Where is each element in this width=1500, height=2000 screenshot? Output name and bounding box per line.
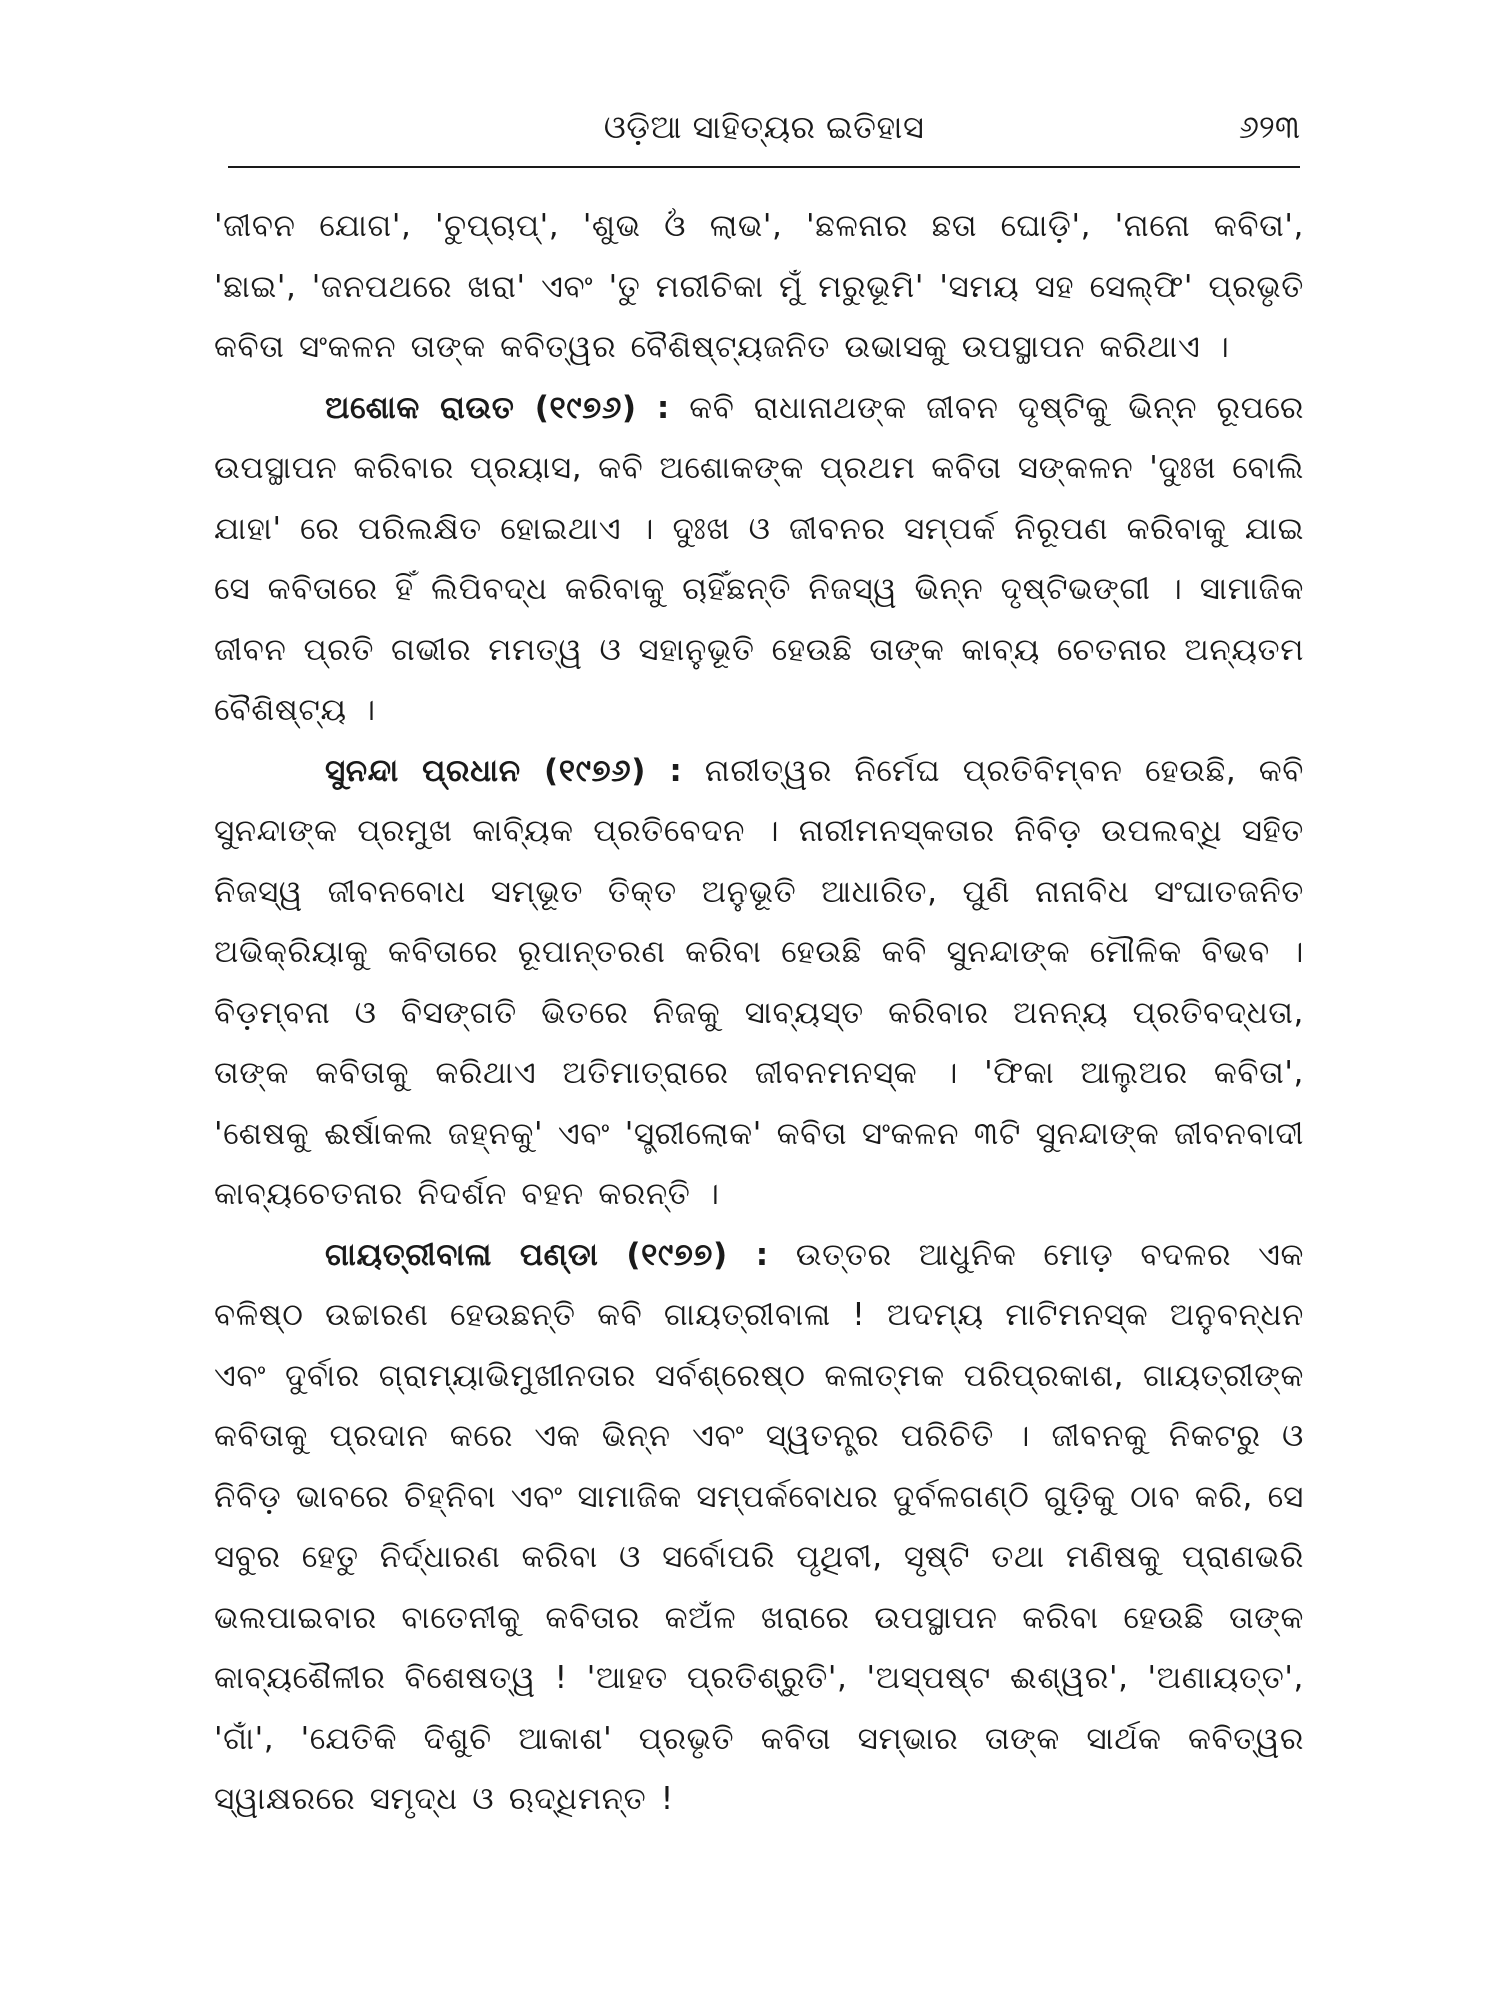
running-title: ଓଡ଼ିଆ ସାହିତ୍ୟର ଇତିହାସ	[603, 108, 925, 146]
paragraph-text: ନାରୀତ୍ୱର ନିର୍ମେଘ ପ୍ରତିବିମ୍ବନ ହେଉଛି, କବି ସୁନନ୍ଦାଙ୍କ ପ୍ରମୁଖ କାବ୍ୟିକ ପ୍ରତିବେଦନ । ନାରୀମନସ୍କତାର ନିବିଡ଼ ଉପଲବ୍ଧି ସହିତ ନିଜସ୍ୱ ଜୀବନବୋଧ ସମ୍ଭୂତ ତିକ୍ତ ଅନୁଭୂତି ଆଧାରିତ, ପୁଣି ନାନାବିଧ ସଂଘାତଜନିତ ଅଭିକ୍ରିୟାକୁ କବିତାରେ ରୂପାନ୍ତରଣ କରିବା ହେଉଛି କବି ସୁନନ୍ଦାଙ୍କ ମୌଳିକ ବିଭବ । ବିଡ଼ମ୍ବନା ଓ ବିସଙ୍ଗତି ଭିତରେ ନିଜକୁ ସାବ୍ୟସ୍ତ କରିବାର ଅନନ୍ୟ ପ୍ରତିବଦ୍ଧତା, ତାଙ୍କ କବିତାକୁ କରିଥାଏ ଅତିମାତ୍ରାରେ ଜୀବନମନସ୍କ । 'ଫିକା ଆଲୁଅର କବିତା', 'ଶେଷକୁ ଈର୍ଷାକଲ ଜହ୍ନକୁ' ଏବଂ 'ସ୍ତ୍ରୀଲୋକ' କବିତା ସଂକଳନ ୩ଟି ସୁନନ୍ଦାଙ୍କ ଜୀବନବାଦୀ କାବ୍ୟଚେତନାର ନିଦର୍ଶନ ବହନ କରନ୍ତି ।	[214, 752, 1305, 1212]
page-number: ୬୨୩	[1238, 108, 1300, 146]
header-rule	[228, 166, 1300, 168]
paragraph-text: ଉତ୍ତର ଆଧୁନିକ ମୋଡ଼ ବଦଳର ଏକ ବଳିଷ୍ଠ ଉଚ୍ଚାରଣ ହେଉଛନ୍ତି କବି ଗାୟତ୍ରୀବାଳା ! ଅଦମ୍ୟ ମାଟିମନସ୍କ ଅନୁବନ୍ଧନ ଏବଂ ଦୁର୍ବାର ଗ୍ରାମ୍ୟାଭିମୁଖୀନତାର ସର୍ବଶ୍ରେଷ୍ଠ କଳାତ୍ମକ ପରିପ୍ରକାଶ, ଗାୟତ୍ରୀଙ୍କ କବିତାକୁ ପ୍ରଦାନ କରେ ଏକ ଭିନ୍ନ ଏବଂ ସ୍ୱତନ୍ତ୍ର ପରିଚିତି । ଜୀବନକୁ ନିକଟରୁ ଓ ନିବିଡ଼ ଭାବରେ ଚିହ୍ନିବା ଏବଂ ସାମାଜିକ ସମ୍ପର୍କବୋଧର ଦୁର୍ବଳଗଣ୍ଠି ଗୁଡ଼ିକୁ ଠାବ କରି, ସେ ସବୁର ହେତୁ ନିର୍ଦ୍ଧାରଣ କରିବା ଓ ସର୍ବୋପରି ପୃଥିବୀ, ସୃଷ୍ଟି ତଥା ମଣିଷକୁ ପ୍ରାଣଭରି ଭଲପାଇବାର ବାତେନୀକୁ କବିତାର କଅଁଳ ଖରାରେ ଉପସ୍ଥାପନ କରିବା ହେଉଛି ତାଙ୍କ କାବ୍ୟଶୈଳୀର ବିଶେଷତ୍ୱ ! 'ଆହତ ପ୍ରତିଶ୍ରୁତି', 'ଅସ୍ପଷ୍ଟ ଈଶ୍ୱର', 'ଅଣାୟତ୍ତ', 'ଗାଁ', 'ଯେତିକି ଦିଶୁଚି ଆକାଶ' ପ୍ରଭୃତି କବିତା ସମ୍ଭାର ତାଙ୍କ ସାର୍ଥକ କବିତ୍ୱର ସ୍ୱାକ୍ଷରରେ ସମୃଦ୍ଧ ଓ ଋଦ୍ଧିମନ୍ତ !	[214, 1236, 1305, 1817]
paragraph-heading: ସୁନନ୍ଦା ପ୍ରଧାନ (୧୯୭୬) :	[325, 752, 683, 789]
paragraph-ashok-raut	[214, 378, 1304, 741]
page-header	[228, 100, 1300, 170]
paragraph-heading: ଅଶୋକ ରାଉତ (୧୯୭୬) :	[325, 389, 670, 426]
paragraph-gayatribala-panda	[214, 1225, 1304, 1830]
paragraph-sunanda-pradhan	[214, 741, 1304, 1225]
paragraph-text: 'ଜୀବନ ଯୋଗ', 'ଚୁପ୍‌ଚାପ୍', 'ଶୁଭ ଓଁ ଲାଭ', 'ଛଳନାର ଛତା ଘୋଡ଼ି', 'ନାନୋ କବିତା', 'ଛାଇ', 'ଜନପଥରେ ଖରା' ଏବଂ 'ତୁ ମରୀଚିକା ମୁଁ ମରୁଭୂମି' 'ସମୟ ସହ ସେଲ୍‌ଫି' ପ୍ରଭୃତି କବିତା ସଂକଳନ ତାଙ୍କ କବିତ୍ୱର ବୈଶିଷ୍ଟ୍ୟଜନିତ ଉଭାସକୁ ଉପସ୍ଥାପନ କରିଥାଏ ।	[214, 208, 1304, 365]
paragraph-text: କବି ରାଧାନାଥଙ୍କ ଜୀବନ ଦୃଷ୍ଟିକୁ ଭିନ୍ନ ରୂପରେ ଉପସ୍ଥାପନ କରିବାର ପ୍ରୟାସ, କବି ଅଶୋକଙ୍କ ପ୍ରଥମ କବିତା ସଙ୍କଳନ 'ଦୁଃଖ ବୋଲି ଯାହା' ରେ ପରିଲକ୍ଷିତ ହୋଇଥାଏ । ଦୁଃଖ ଓ ଜୀବନର ସମ୍ପର୍କ ନିରୂପଣ କରିବାକୁ ଯାଇ ସେ କବିତାରେ ହିଁ ଲିପିବଦ୍ଧ କରିବାକୁ ଚାହିଁଛନ୍ତି ନିଜସ୍ୱ ଭିନ୍ନ ଦୃଷ୍ଟିଭଙ୍ଗୀ । ସାମାଜିକ ଜୀବନ ପ୍ରତି ଗଭୀର ମମତ୍ୱ ଓ ସହାନୁଭୂତି ହେଉଛି ତାଙ୍କ କାବ୍ୟ ଚେତନାର ଅନ୍ୟତମ ବୈଶିଷ୍ଟ୍ୟ ।	[214, 389, 1305, 728]
paragraph-heading: ଗାୟତ୍ରୀବାଳା ପଣ୍ଡା (୧୯୭୭) :	[325, 1236, 769, 1273]
body-text	[214, 196, 1304, 1830]
paragraph-continuation	[214, 196, 1304, 378]
